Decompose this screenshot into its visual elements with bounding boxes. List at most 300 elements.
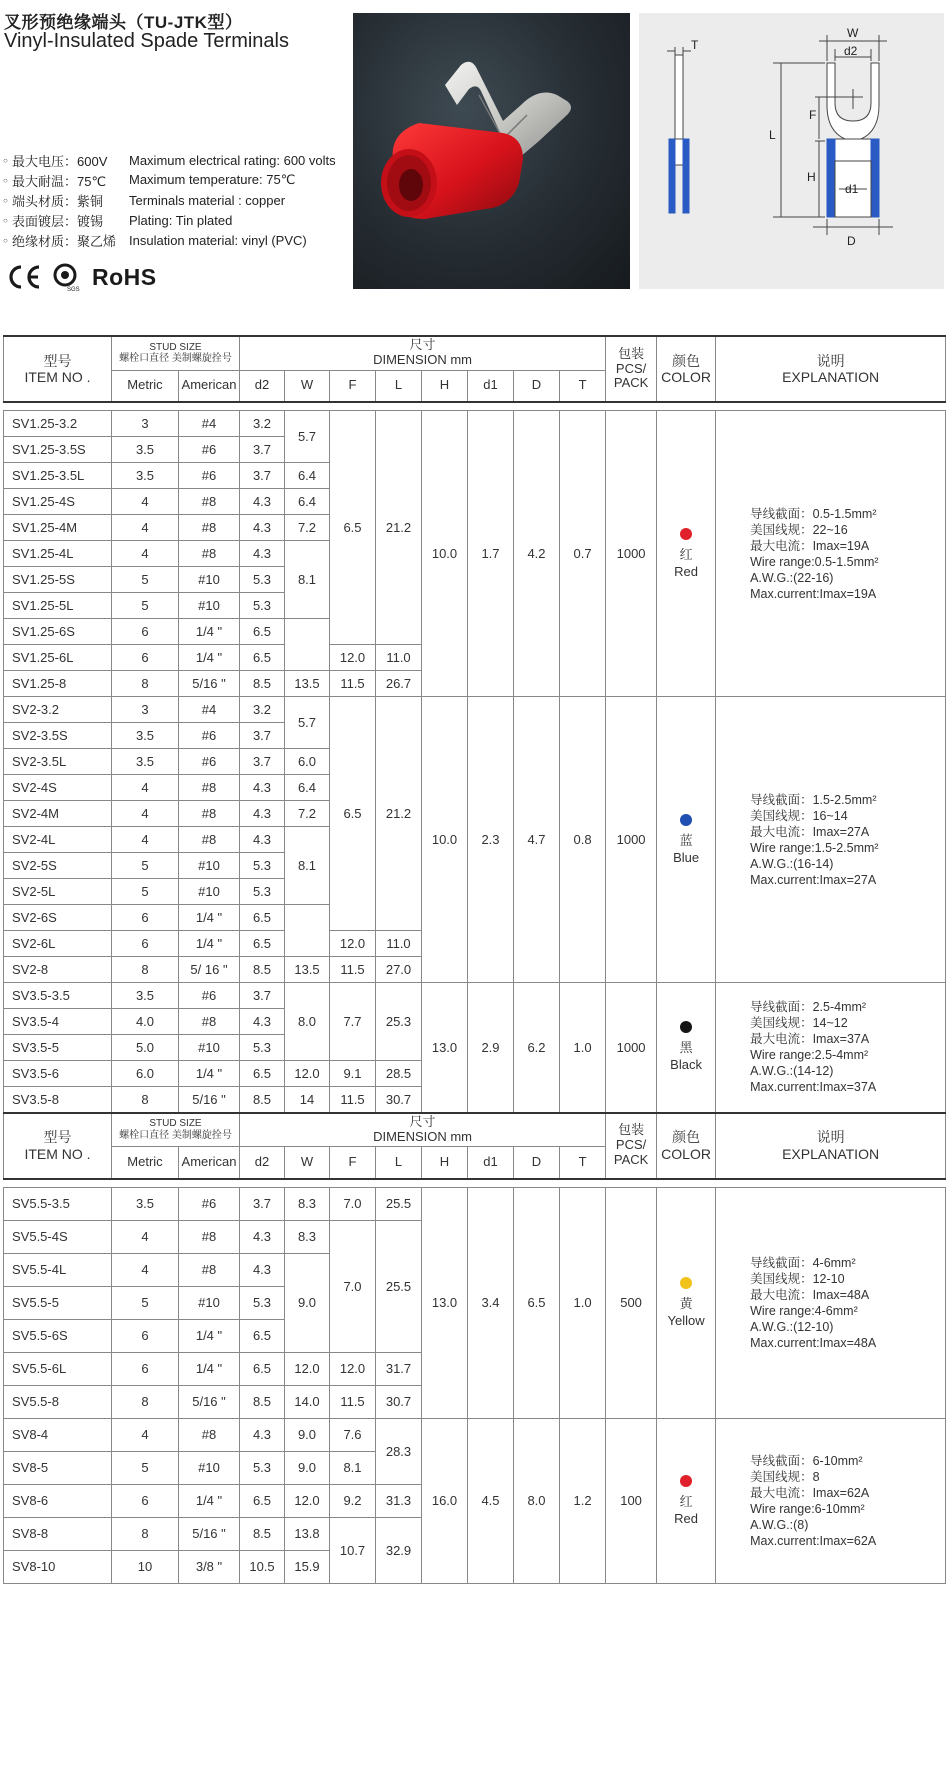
cell-item-no: SV8-8 [4, 1517, 112, 1550]
cell-item-no: SV2-4M [4, 801, 112, 827]
spec-cn: 端头材质：紫铜 [12, 193, 104, 209]
cell-metric: 6 [112, 905, 179, 931]
cell-metric: 3.5 [112, 749, 179, 775]
cell-d2: 4.3 [240, 489, 285, 515]
cell-metric: 10 [112, 1550, 179, 1583]
explanation-line: 导线截面：2.5-4mm² [750, 1000, 867, 1015]
table-header-row-top [4, 1113, 946, 1147]
cell-d2: 6.5 [240, 1484, 285, 1517]
cell-metric: 3.5 [112, 463, 179, 489]
spec-cn: 最大电压：600V [12, 153, 108, 169]
header-expl-cn: 说明 [816, 1129, 845, 1146]
cell-f: 7.6 [330, 1418, 376, 1451]
cell-l: 31.7 [376, 1352, 422, 1385]
explanation-line: 导线截面：6-10mm² [750, 1453, 863, 1468]
cell-item-no: SV2-6S [4, 905, 112, 931]
cell-h: 10.0 [422, 411, 468, 697]
color-name-en: Black [670, 1057, 702, 1073]
cell-d2: 8.5 [240, 1087, 285, 1113]
cell-w: 8.1 [285, 541, 330, 619]
table-spacer [4, 402, 946, 411]
header-col-t: T [560, 370, 606, 402]
cell-item-no: SV3.5-6 [4, 1061, 112, 1087]
header-stud-cn-american: 美制螺旋拴号 [171, 1129, 232, 1141]
cell-t: 0.7 [560, 411, 606, 697]
cell-h: 13.0 [422, 983, 468, 1113]
cell-american: 5/16 " [179, 671, 240, 697]
cell-w: 12.0 [285, 1061, 330, 1087]
header-dim-cn: 尺寸 [409, 337, 436, 353]
cell-american: 5/16 " [179, 1517, 240, 1550]
cell-american: #8 [179, 489, 240, 515]
cell-w: 8.3 [285, 1187, 330, 1220]
explanation-line: Wire range:4-6mm² [750, 1303, 858, 1318]
bullet-icon: ○ [3, 235, 8, 245]
cell-f: 11.0 [376, 931, 422, 957]
color-swatch-icon [680, 1021, 692, 1033]
header-explanation [716, 336, 946, 402]
cell-item-no: SV8-5 [4, 1451, 112, 1484]
explanation-line: 美国线规：12-10 [750, 1271, 845, 1286]
cell-l: 26.7 [376, 671, 422, 697]
cell-f: 7.7 [330, 983, 376, 1061]
header-col-d2: d2 [240, 1147, 285, 1179]
cell-pack: 1000 [606, 983, 657, 1113]
explanation-line: 最大电流：Imax=19A [750, 538, 870, 553]
cell-metric: 8 [112, 1385, 179, 1418]
cell-w: 5.7 [285, 697, 330, 749]
spec-en: Insulation material: vinyl (PVC) [129, 232, 307, 248]
cell-l: 25.3 [376, 983, 422, 1061]
cell-item-no: SV8-4 [4, 1418, 112, 1451]
explanation-line: A.W.G.:(16-14) [750, 856, 834, 871]
cell-f: 10.7 [330, 1517, 376, 1583]
cell-american: #6 [179, 463, 240, 489]
explanation-line: 导线截面：4-6mm² [750, 1255, 856, 1270]
color-name-en: Red [674, 563, 698, 579]
drawing-label-t: T [691, 38, 699, 52]
cell-american: 5/ 16 " [179, 957, 240, 983]
table-spacer-cell [4, 402, 946, 411]
header-stud-en: STUD SIZE [149, 1118, 202, 1130]
header-item-no [4, 336, 112, 402]
cell-item-no: SV2-5L [4, 879, 112, 905]
cell-item-no: SV5.5-6L [4, 1352, 112, 1385]
explanation-line: 美国线规：8 [750, 1469, 820, 1484]
table-row [4, 1187, 946, 1220]
cell-f: 9.2 [330, 1484, 376, 1517]
cell-metric: 6 [112, 1319, 179, 1352]
header-stud-cn-metric: 螺栓口直径 [119, 1129, 170, 1141]
cell-metric: 5 [112, 567, 179, 593]
cell-w: 6.4 [285, 775, 330, 801]
cell-t: 0.8 [560, 697, 606, 983]
color-name-cn: 蓝 [679, 832, 693, 848]
cell-metric: 4 [112, 489, 179, 515]
cell-metric: 8 [112, 671, 179, 697]
cell-american: #8 [179, 515, 240, 541]
header-col-d: D [514, 370, 560, 402]
cell-d1: 2.9 [468, 983, 514, 1113]
cell-metric: 4 [112, 541, 179, 567]
cell-d: 6.5 [514, 1187, 560, 1418]
cell-d2: 3.7 [240, 723, 285, 749]
cell-d2: 5.3 [240, 879, 285, 905]
cell-w: 12.0 [330, 931, 376, 957]
cell-metric: 5 [112, 1286, 179, 1319]
cell-item-no: SV1.25-8 [4, 671, 112, 697]
header-col-american: American [179, 370, 240, 402]
cell-explanation [716, 697, 946, 983]
cell-l: 28.3 [376, 1418, 422, 1484]
header-col-l: L [376, 1147, 422, 1179]
cell-f: 8.1 [330, 1451, 376, 1484]
cell-d2: 6.5 [240, 931, 285, 957]
color-name-en: Yellow [667, 1312, 705, 1328]
rohs-mark: RoHS [92, 263, 157, 290]
cell-d2: 5.3 [240, 1286, 285, 1319]
header-pack [606, 1113, 657, 1179]
cell-w: 6.0 [285, 749, 330, 775]
cell-d2: 4.3 [240, 775, 285, 801]
cell-metric: 3.5 [112, 1187, 179, 1220]
cell-metric: 4 [112, 775, 179, 801]
color-name-cn: 黄 [679, 1295, 693, 1311]
cell-w: 15.9 [285, 1550, 330, 1583]
cell-item-no: SV1.25-5S [4, 567, 112, 593]
cell-f: 7.0 [330, 1220, 376, 1352]
cell-american: #6 [179, 723, 240, 749]
header-item-en: ITEM NO . [24, 369, 91, 385]
cell-d2: 4.3 [240, 801, 285, 827]
cell-w: 9.0 [285, 1451, 330, 1484]
header-pack-en-2: PACK [613, 375, 649, 391]
header-expl-cn: 说明 [816, 352, 845, 369]
cell-pack: 1000 [606, 411, 657, 697]
cell-item-no: SV8-10 [4, 1550, 112, 1583]
header-dimension [240, 336, 606, 370]
svg-text:SGS: SGS [67, 287, 80, 292]
cell-d2: 5.3 [240, 853, 285, 879]
header-color-cn: 颜色 [672, 1129, 701, 1146]
cell-l: 21.2 [376, 697, 422, 931]
cell-metric: 8 [112, 1087, 179, 1113]
color-name-cn: 红 [679, 1493, 693, 1509]
cell-metric: 5 [112, 879, 179, 905]
header-col-metric: Metric [112, 370, 179, 402]
cell-metric: 3.5 [112, 723, 179, 749]
explanation-line: 导线截面：1.5-2.5mm² [750, 792, 877, 807]
header-col-d1: d1 [468, 1147, 514, 1179]
drawing-label-d1: d1 [845, 182, 859, 196]
cell-d2: 8.5 [240, 671, 285, 697]
cell-l: 31.3 [376, 1484, 422, 1517]
header-dimension [240, 1113, 606, 1147]
header-pack-en-1: PCS/ [615, 1137, 647, 1153]
certification-logos [4, 262, 157, 292]
header-col-h: H [422, 1147, 468, 1179]
cell-d: 4.7 [514, 697, 560, 983]
explanation-line: Max.current:Imax=19A [750, 586, 877, 601]
cell-item-no: SV3.5-5 [4, 1035, 112, 1061]
cell-t: 1.0 [560, 1187, 606, 1418]
bullet-icon: ○ [3, 175, 8, 185]
bullet-icon: ○ [3, 215, 8, 225]
cell-item-no: SV3.5-4 [4, 1009, 112, 1035]
cell-d2: 6.5 [240, 1061, 285, 1087]
cell-american: 1/4 " [179, 1319, 240, 1352]
cell-w [285, 905, 330, 957]
cell-d2: 4.3 [240, 515, 285, 541]
cell-d2: 6.5 [240, 1352, 285, 1385]
header-pack [606, 336, 657, 402]
header-pack-en-2: PACK [613, 1151, 649, 1167]
spec-list [3, 150, 353, 250]
drawing-label-d2: d2 [844, 44, 858, 58]
cell-d1: 2.3 [468, 697, 514, 983]
cell-d: 8.0 [514, 1418, 560, 1583]
cell-h: 13.0 [422, 1187, 468, 1418]
cell-f: 9.1 [330, 1061, 376, 1087]
cell-item-no: SV5.5-3.5 [4, 1187, 112, 1220]
cell-american: 1/4 " [179, 905, 240, 931]
cell-american: 5/16 " [179, 1087, 240, 1113]
cell-d2: 4.3 [240, 1220, 285, 1253]
cell-l: 21.2 [376, 411, 422, 645]
header-col-w: W [285, 1147, 330, 1179]
cell-w: 12.0 [285, 1352, 330, 1385]
cell-pack: 100 [606, 1418, 657, 1583]
spec-en: Terminals material : copper [129, 192, 286, 208]
cell-american: 1/4 " [179, 645, 240, 671]
header-col-h: H [422, 370, 468, 402]
header-item-en: ITEM NO . [24, 1145, 91, 1162]
cell-color [657, 1418, 716, 1583]
explanation-line: 最大电流：Imax=27A [750, 824, 870, 839]
explanation-line: Wire range:2.5-4mm² [750, 1048, 869, 1063]
color-name-en: Blue [673, 849, 700, 865]
cell-d1: 3.4 [468, 1187, 514, 1418]
cell-item-no: SV1.25-6L [4, 645, 112, 671]
cell-l: 25.5 [376, 1220, 422, 1352]
cell-h: 16.0 [422, 1418, 468, 1583]
header-dim-en: DIMENSION mm [373, 352, 473, 368]
cell-d2: 4.3 [240, 1418, 285, 1451]
cell-f: 11.5 [330, 1087, 376, 1113]
cell-color [657, 697, 716, 983]
cell-american: #10 [179, 567, 240, 593]
drawing-label-f: F [809, 108, 817, 122]
header-col-metric: Metric [112, 1147, 179, 1179]
cell-metric: 4 [112, 1220, 179, 1253]
cell-item-no: SV2-3.2 [4, 697, 112, 723]
color-swatch-icon [680, 1475, 692, 1487]
spec-table [3, 335, 945, 1584]
explanation-line: Max.current:Imax=48A [750, 1335, 877, 1350]
cell-metric: 5 [112, 1451, 179, 1484]
cell-american: #10 [179, 879, 240, 905]
cell-item-no: SV1.25-4M [4, 515, 112, 541]
cell-d2: 5.3 [240, 1451, 285, 1484]
cell-american: #6 [179, 749, 240, 775]
cell-d2: 4.3 [240, 1253, 285, 1286]
cell-item-no: SV5.5-5 [4, 1286, 112, 1319]
cell-w: 13.5 [285, 671, 330, 697]
cell-l: 25.5 [376, 1187, 422, 1220]
cell-metric: 4 [112, 827, 179, 853]
header-col-american: American [179, 1147, 240, 1179]
header-pack-cn: 包装 [618, 1122, 645, 1138]
cell-d2: 6.5 [240, 645, 285, 671]
cell-f: 11.5 [330, 1385, 376, 1418]
cell-t: 1.2 [560, 1418, 606, 1583]
header-col-d1: d1 [468, 370, 514, 402]
cell-item-no: SV2-4S [4, 775, 112, 801]
cell-metric: 6 [112, 1352, 179, 1385]
header-col-f: F [330, 370, 376, 402]
explanation-line: 最大电流：Imax=37A [750, 1032, 870, 1047]
cell-metric: 5 [112, 853, 179, 879]
cell-item-no: SV1.25-4S [4, 489, 112, 515]
cell-item-no: SV1.25-3.2 [4, 411, 112, 437]
cell-item-no: SV2-5S [4, 853, 112, 879]
header-stud-size [112, 336, 240, 370]
cell-w: 8.3 [285, 1220, 330, 1253]
cell-d: 6.2 [514, 983, 560, 1113]
cell-w: 13.5 [285, 957, 330, 983]
header-pack-en-1: PCS/ [615, 360, 647, 376]
cell-d2: 4.3 [240, 541, 285, 567]
cell-item-no: SV2-6L [4, 931, 112, 957]
cell-item-no: SV5.5-6S [4, 1319, 112, 1352]
cell-american: 1/4 " [179, 1484, 240, 1517]
header-color [657, 336, 716, 402]
cell-d2: 3.7 [240, 749, 285, 775]
explanation-line: Max.current:Imax=62A [750, 1533, 877, 1548]
cell-d2: 6.5 [240, 1319, 285, 1352]
cell-item-no: SV1.25-6S [4, 619, 112, 645]
table-row [4, 411, 946, 437]
cell-metric: 3 [112, 697, 179, 723]
table-row [4, 697, 946, 723]
cell-d2: 5.3 [240, 1035, 285, 1061]
cell-w: 7.2 [285, 515, 330, 541]
cell-explanation [716, 983, 946, 1113]
cell-d2: 8.5 [240, 1385, 285, 1418]
cell-metric: 4 [112, 1418, 179, 1451]
ce-mark-icon [4, 263, 44, 291]
table-row [4, 1418, 946, 1451]
header-col-l: L [376, 370, 422, 402]
header-color-en: COLOR [661, 1145, 711, 1162]
cell-w: 6.4 [285, 463, 330, 489]
spec-row-insulation [3, 230, 353, 250]
cell-w: 9.0 [285, 1418, 330, 1451]
cell-item-no: SV1.25-3.5S [4, 437, 112, 463]
spec-en: Plating: Tin plated [129, 212, 233, 228]
cell-l: 27.0 [376, 957, 422, 983]
cell-american: #6 [179, 983, 240, 1009]
explanation-line: 导线截面：0.5-1.5mm² [750, 506, 877, 521]
cell-d2: 3.7 [240, 437, 285, 463]
drawing-label-h: H [807, 170, 816, 184]
bullet-icon: ○ [3, 155, 8, 165]
cell-metric: 5 [112, 593, 179, 619]
cell-f: 7.0 [330, 1187, 376, 1220]
cell-american: #10 [179, 1451, 240, 1484]
cell-l: 28.5 [376, 1061, 422, 1087]
cell-d2: 3.7 [240, 1187, 285, 1220]
cell-american: #10 [179, 853, 240, 879]
cell-item-no: SV5.5-8 [4, 1385, 112, 1418]
cell-d2: 3.2 [240, 411, 285, 437]
explanation-line: A.W.G.:(12-10) [750, 1319, 834, 1334]
explanation-line: Max.current:Imax=37A [750, 1080, 877, 1095]
cell-d1: 4.5 [468, 1418, 514, 1583]
cell-metric: 4 [112, 1253, 179, 1286]
header-col-w: W [285, 370, 330, 402]
explanation-line: A.W.G.:(14-12) [750, 1064, 834, 1079]
cell-w: 5.7 [285, 411, 330, 463]
explanation-line: 最大电流：Imax=62A [750, 1485, 870, 1500]
color-name-cn: 红 [679, 546, 693, 562]
cell-american: 5/16 " [179, 1385, 240, 1418]
dimension-drawing [639, 13, 944, 289]
header-stud-cn-metric: 螺栓口直径 [119, 353, 170, 365]
cell-american: #8 [179, 1253, 240, 1286]
cell-w: 6.4 [285, 489, 330, 515]
cell-american: 1/4 " [179, 1352, 240, 1385]
cell-d2: 4.3 [240, 1009, 285, 1035]
spec-row-plating [3, 210, 353, 230]
cell-color [657, 983, 716, 1113]
cell-metric: 6 [112, 931, 179, 957]
header-stud-cn [112, 1130, 239, 1142]
cell-metric: 4 [112, 515, 179, 541]
cell-pack: 500 [606, 1187, 657, 1418]
cell-american: #8 [179, 801, 240, 827]
color-swatch-icon [680, 1277, 692, 1289]
cell-color [657, 411, 716, 697]
cell-explanation [716, 1187, 946, 1418]
cell-t: 1.0 [560, 983, 606, 1113]
cell-item-no: SV3.5-8 [4, 1087, 112, 1113]
cell-w: 12.0 [285, 1484, 330, 1517]
cell-h: 10.0 [422, 697, 468, 983]
table-spacer-cell [4, 1179, 946, 1188]
technical-drawing-icon [639, 13, 944, 289]
cell-item-no: SV2-8 [4, 957, 112, 983]
cell-item-no: SV1.25-3.5L [4, 463, 112, 489]
spec-row-temperature [3, 170, 353, 190]
color-name-en: Red [674, 1510, 698, 1526]
cell-american: #8 [179, 541, 240, 567]
cell-f: 11.0 [376, 645, 422, 671]
header-explanation [716, 1113, 946, 1179]
cell-f: 6.5 [330, 697, 376, 931]
header-dim-en: DIMENSION mm [373, 1128, 473, 1144]
explanation-line: 美国线规：16~14 [750, 808, 848, 823]
cell-american: 3/8 " [179, 1550, 240, 1583]
explanation-line: Wire range:0.5-1.5mm² [750, 554, 879, 569]
header-col-f: F [330, 1147, 376, 1179]
cell-american: #8 [179, 775, 240, 801]
cell-f: 6.5 [330, 411, 376, 645]
cell-f: 12.0 [330, 1352, 376, 1385]
cell-american: #8 [179, 827, 240, 853]
cell-item-no: SV2-3.5L [4, 749, 112, 775]
spade-terminal-photo-icon [353, 13, 630, 289]
